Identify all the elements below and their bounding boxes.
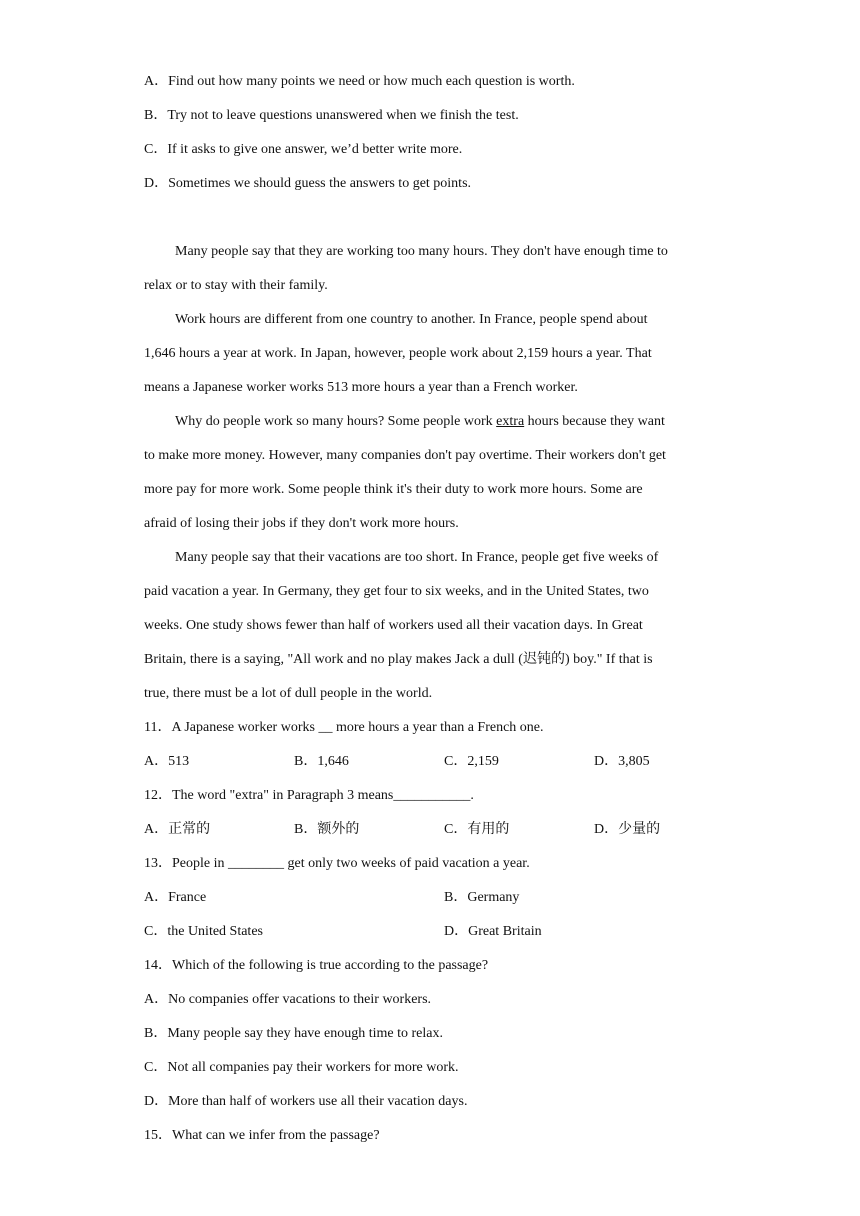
option-d: D．少量的 xyxy=(594,822,661,837)
option-d: D．Great Britain xyxy=(444,924,542,939)
passage-line: true, there must be a lot of dull people in the world. xyxy=(144,686,433,701)
options-row xyxy=(144,881,714,915)
options-row xyxy=(144,745,714,779)
question-13 xyxy=(144,847,714,949)
option-c: C．the United States xyxy=(144,924,263,939)
option-d: D．Sometimes we should guess the answers to get points. xyxy=(144,176,472,191)
passage-line: Many people say that their vacations are too short. In France, people get five weeks of xyxy=(175,550,659,565)
option-c: C．2,159 xyxy=(444,754,499,769)
option-d: D．More than half of workers use all their vacation days. xyxy=(144,1094,468,1109)
option-c: C．有用的 xyxy=(444,822,510,837)
paragraph-4 xyxy=(144,541,714,711)
question-14 xyxy=(144,949,714,1119)
passage-text: Why do people work so many hours? Some people work xyxy=(175,414,497,429)
options-row xyxy=(144,813,714,847)
paragraph-2 xyxy=(144,303,714,405)
underlined-word-extra: extra xyxy=(496,414,525,429)
passage-line: more pay for more work. Some people think it's their duty to work more hours. Some are xyxy=(144,482,643,497)
option-b: B．额外的 xyxy=(294,822,360,837)
option-b: B．Germany xyxy=(444,890,520,905)
question-stem: 11．A Japanese worker works __ more hours a year than a French one. xyxy=(144,720,544,735)
question-11 xyxy=(144,711,714,779)
question-15 xyxy=(144,1119,714,1153)
paragraph-1 xyxy=(144,235,714,303)
paragraph-3 xyxy=(144,405,714,541)
option-a: A．Find out how many points we need or how much each question is worth. xyxy=(144,74,575,89)
passage-text: hours because they want xyxy=(524,414,665,429)
question-stem: 13．People in ________ get only two weeks of paid vacation a year. xyxy=(144,856,530,871)
question-12 xyxy=(144,779,714,847)
passage-line: weeks. One study shows fewer than half of workers used all their vacation days. In Great xyxy=(144,618,643,633)
option-a: A．正常的 xyxy=(144,822,211,837)
option-b: B．Try not to leave questions unanswered when we finish the test. xyxy=(144,108,519,123)
previous-question-options xyxy=(144,65,714,201)
option-a: A．513 xyxy=(144,754,190,769)
passage-line: 1,646 hours a year at work. In Japan, however, people work about 2,159 hours a year. That xyxy=(144,346,652,361)
reading-passage xyxy=(144,235,714,711)
passage-line xyxy=(144,405,714,439)
passage-line: Work hours are different from one country to another. In France, people spend about xyxy=(175,312,648,327)
passage-line: afraid of losing their jobs if they don't work more hours. xyxy=(144,516,459,531)
question-stem: 14．Which of the following is true according to the passage? xyxy=(144,958,489,973)
spacer xyxy=(144,201,714,235)
option-c: C．If it asks to give one answer, we’d better write more. xyxy=(144,142,463,157)
option-b: B．1,646 xyxy=(294,754,349,769)
option-d: D．3,805 xyxy=(594,754,650,769)
options-row xyxy=(144,915,714,949)
document-page xyxy=(144,65,714,1153)
passage-line: to make more money. However, many companies don't pay overtime. Their workers don't get xyxy=(144,448,666,463)
passage-line: means a Japanese worker works 513 more hours a year than a French worker. xyxy=(144,380,578,395)
option-c: C．Not all companies pay their workers for more work. xyxy=(144,1060,459,1075)
question-stem: 12．The word "extra" in Paragraph 3 means___________. xyxy=(144,788,474,803)
question-stem: 15．What can we infer from the passage? xyxy=(144,1128,380,1143)
option-b: B．Many people say they have enough time to relax. xyxy=(144,1026,443,1041)
passage-line: Many people say that they are working too many hours. They don't have enough time to xyxy=(175,244,668,259)
passage-line: paid vacation a year. In Germany, they get four to six weeks, and in the United States, two xyxy=(144,584,649,599)
passage-line: Britain, there is a saying, "All work and no play makes Jack a dull (迟钝的) boy." If that is xyxy=(144,652,653,667)
passage-line: relax or to stay with their family. xyxy=(144,278,328,293)
option-a: A．No companies offer vacations to their workers. xyxy=(144,992,432,1007)
option-a: A．France xyxy=(144,890,207,905)
